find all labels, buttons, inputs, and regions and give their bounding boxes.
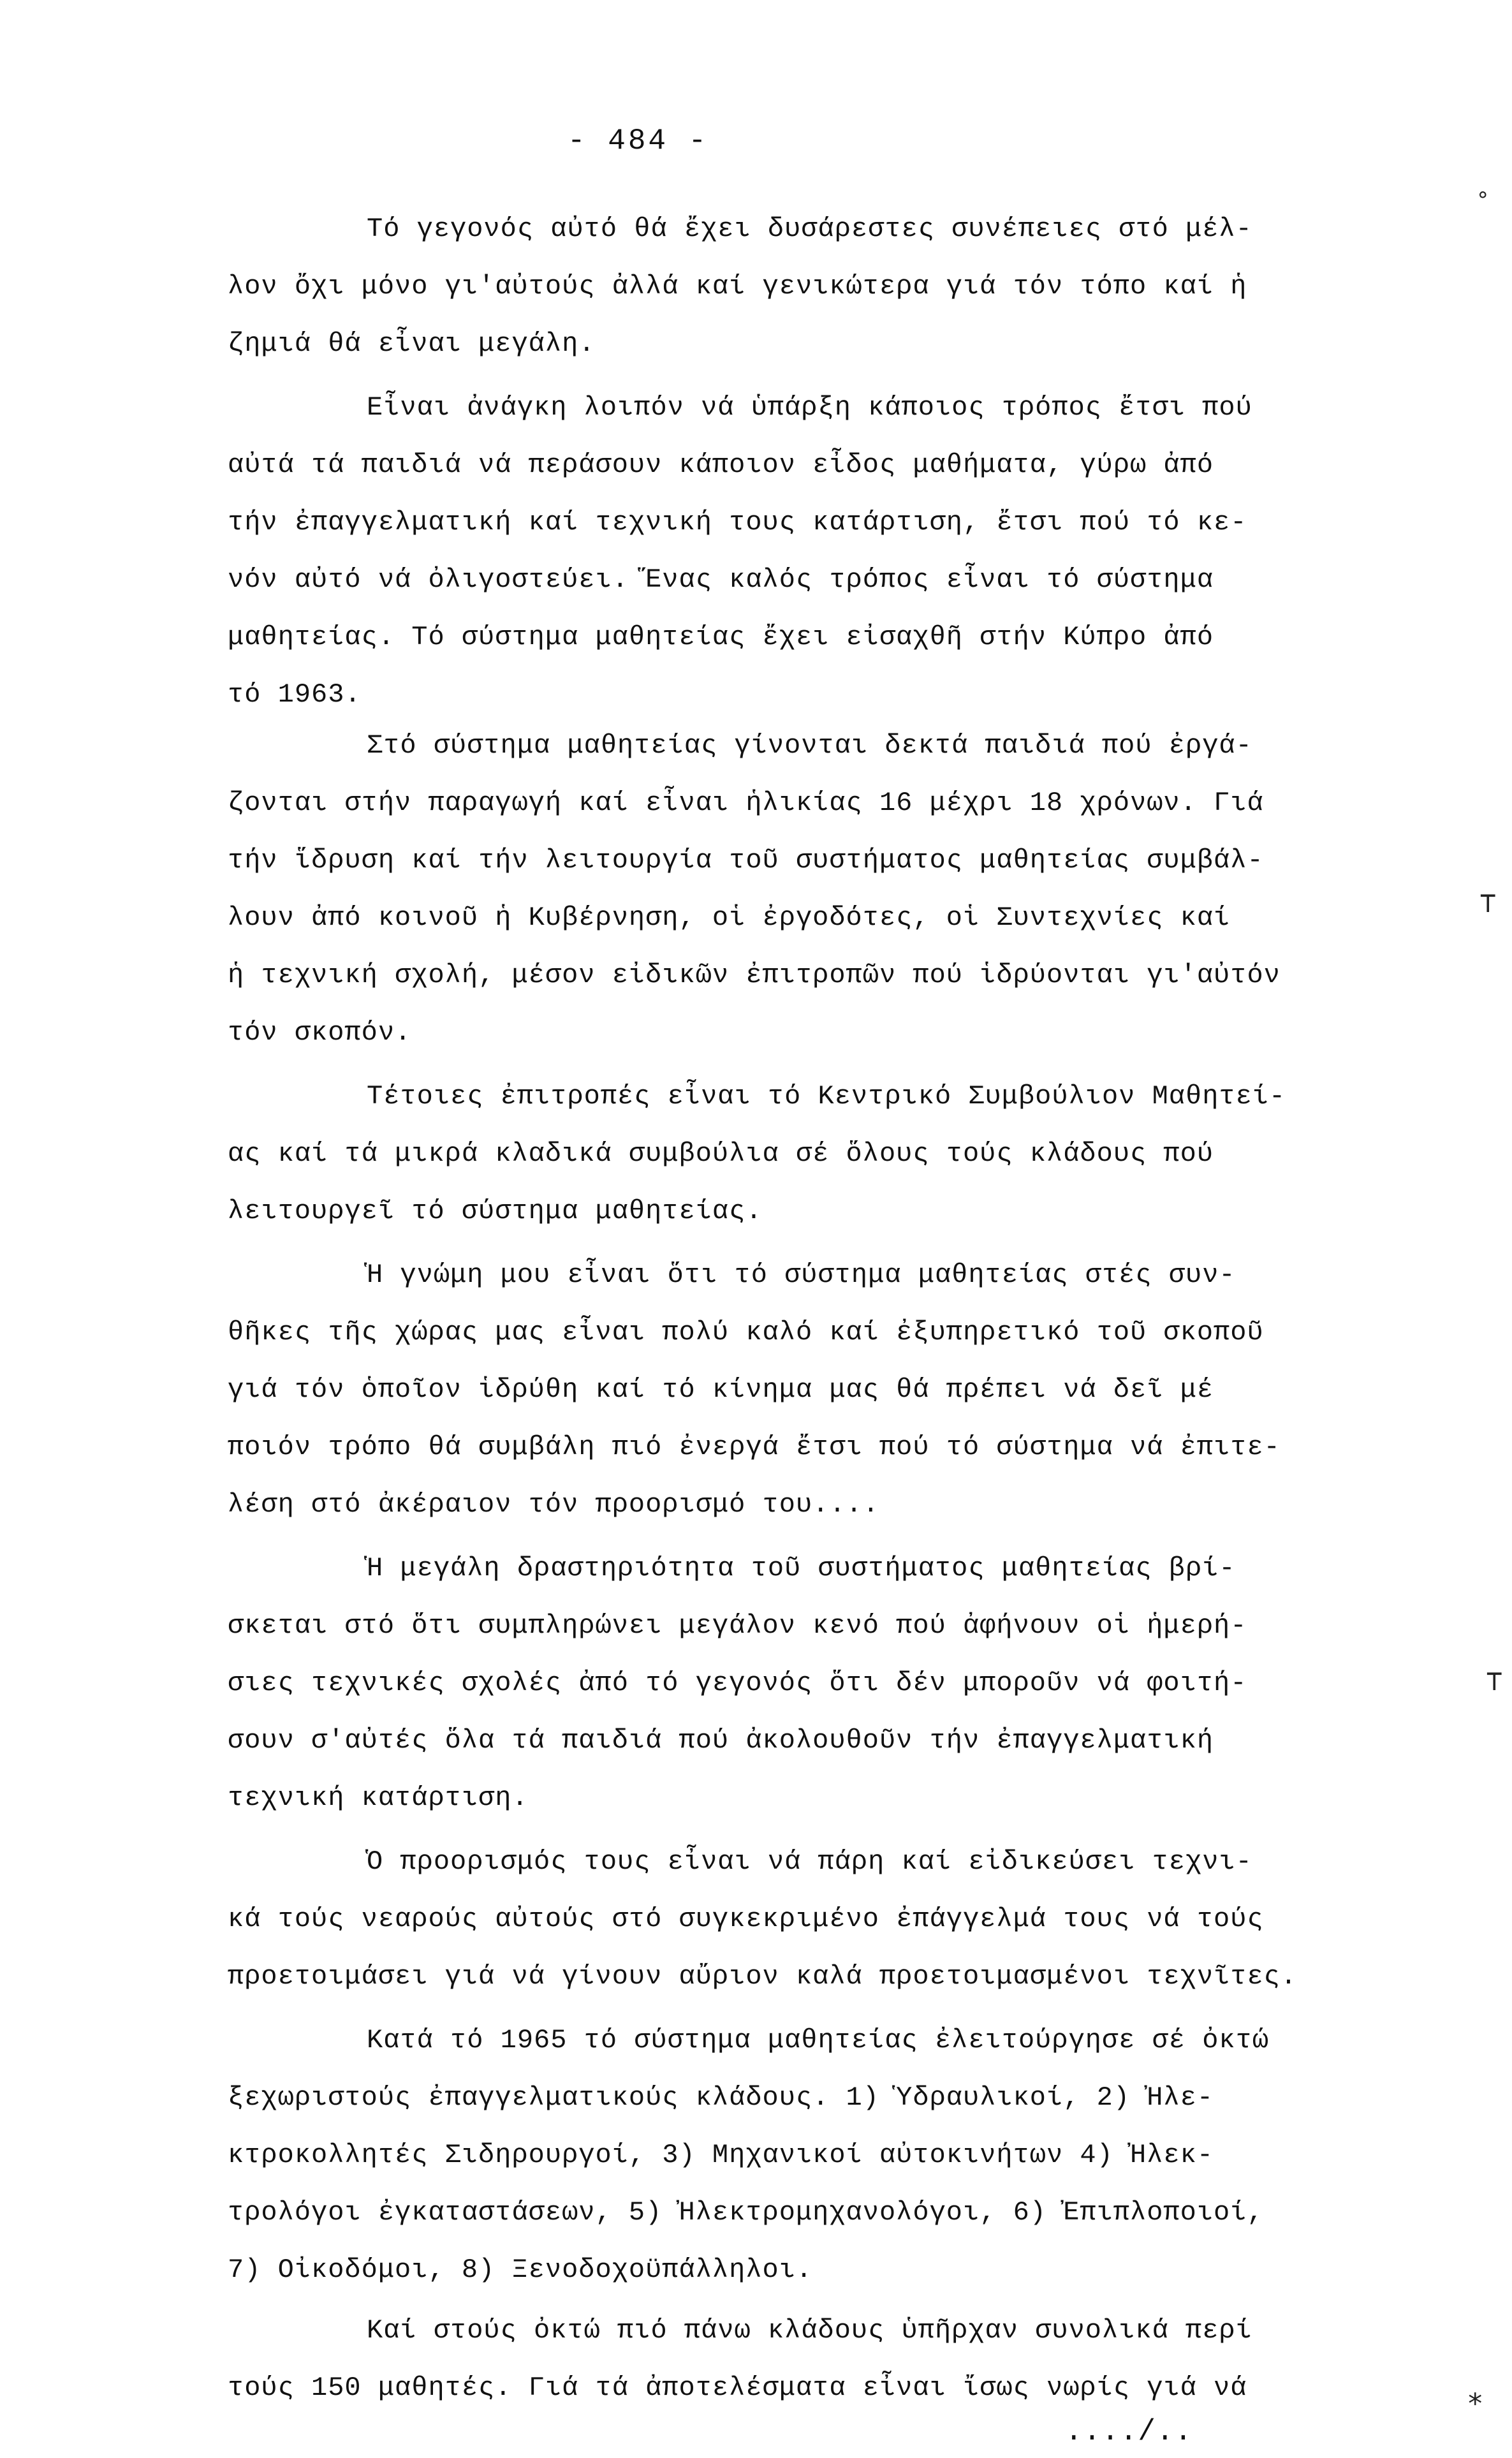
paragraph-line: Καί στούς ὀκτώ πιό πάνω κλάδους ὑπῆρχαν συνολικά περί	[367, 2315, 1252, 2346]
paragraph-line: ἡ τεχνική σχολή, μέσον εἰδικῶν ἐπιτροπῶν πού ἱδρύονται γι'αὐτόν	[228, 960, 1281, 990]
paragraph-line: σουν σ'αὐτές ὅλα τά παιδιά πού ἀκολουθοῦν τήν ἐπαγγελματική	[228, 1725, 1214, 1756]
paragraph-line: τούς 150 μαθητές. Γιά τά ἀποτελέσματα εἶναι ἴσως νωρίς γιά νά	[228, 2373, 1247, 2403]
paragraph-line: κά τούς νεαρούς αὐτούς στό συγκεκριμένο ἐπάγγελμά τους νά τούς	[228, 1904, 1264, 1934]
page-number: - 484 -	[568, 124, 709, 158]
paragraph-line: προετοιμάσει γιά νά γίνουν αὔριον καλά προετοιμασμένοι τεχνῖτες.	[228, 1961, 1298, 1992]
paragraph-line: Εἶναι ἀνάγκη λοιπόν νά ὑπάρξη κάποιος τρόπος ἔτσι πού	[367, 392, 1252, 423]
paragraph-line: αὐτά τά παιδιά νά περάσουν κάποιον εἶδος μαθήματα, γύρω ἀπό	[228, 450, 1214, 480]
paragraph-line: ζημιά θά εἶναι μεγάλη.	[228, 328, 596, 359]
paragraph-line: λουν ἀπό κοινοῦ ἡ Κυβέρνηση, οἱ ἐργοδότες, οἱ Συντεχνίες καί	[228, 902, 1231, 933]
paragraph-line: ας καί τά μικρά κλαδικά συμβούλια σέ ὅλους τούς κλάδους πού	[228, 1138, 1214, 1169]
paragraph-line: σιες τεχνικές σχολές ἀπό τό γεγονός ὅτι δέν μποροῦν νά φοιτή-	[228, 1668, 1247, 1698]
paragraph-line: θῆκες τῆς χώρας μας εἶναι πολύ καλό καί ἐξυπηρετικό τοῦ σκοποῦ	[228, 1317, 1264, 1348]
margin-mark: ⊤	[1479, 889, 1497, 921]
paragraph-line: κτροκολλητές Σιδηρουργοί, 3) Μηχανικοί αὐτοκινήτων 4) Ἠλεκ-	[228, 2140, 1214, 2170]
paragraph-line: σκεται στό ὅτι συμπληρώνει μεγάλον κενό πού ἀφήνουν οἱ ἡμερή-	[228, 1610, 1247, 1641]
paragraph-line: Ὁ προορισμός τους εἶναι νά πάρη καί εἰδικεύσει τεχνι-	[367, 1846, 1252, 1877]
paragraph-line: ξεχωριστούς ἐπαγγελματικούς κλάδους. 1) Ὑδραυλικοί, 2) Ἠλε-	[228, 2082, 1214, 2113]
paragraph-line: Ἡ μεγάλη δραστηριότητα τοῦ συστήματος μαθητείας βρί-	[367, 1553, 1236, 1584]
paragraph-line: γιά τόν ὁποῖον ἱδρύθη καί τό κίνημα μας θά πρέπει νά δεῖ μέ	[228, 1374, 1214, 1405]
margin-mark: ⊤	[1486, 1667, 1503, 1699]
paragraph-line: Τό γεγονός αὐτό θά ἔχει δυσάρεστες συνέπειες στό μέλ-	[367, 214, 1252, 244]
paragraph-line: τόν σκοπόν.	[228, 1017, 412, 1048]
continuation-mark: ..../..	[1065, 2415, 1193, 2448]
paragraph-line: λον ὄχι μόνο γι'αὐτούς ἀλλά καί γενικώτερα γιά τόν τόπο καί ἡ	[228, 271, 1247, 302]
paragraph-line: Τέτοιες ἐπιτροπές εἶναι τό Κεντρικό Συμβούλιον Μαθητεί-	[367, 1081, 1286, 1112]
paragraph-line: λέση στό ἀκέραιον τόν προορισμό του....	[228, 1489, 879, 1520]
paragraph-line: τό 1963.	[228, 679, 362, 710]
paragraph-line: νόν αὐτό νά ὀλιγοστεύει. Ἕνας καλός τρόπος εἶναι τό σύστημα	[228, 564, 1214, 595]
margin-mark: ∘	[1476, 184, 1490, 209]
paragraph-line: Κατά τό 1965 τό σύστημα μαθητείας ἐλειτούργησε σέ ὀκτώ	[367, 2025, 1270, 2056]
paragraph-line: λειτουργεῖ τό σύστημα μαθητείας.	[228, 1196, 763, 1226]
paragraph-line: ποιόν τρόπο θά συμβάλη πιό ἐνεργά ἔτσι πού τό σύστημα νά ἐπιτε-	[228, 1432, 1281, 1462]
paragraph-line: Στό σύστημα μαθητείας γίνονται δεκτά παιδιά πού ἐργά-	[367, 730, 1252, 761]
paragraph-line: μαθητείας. Τό σύστημα μαθητείας ἔχει εἰσαχθῆ στήν Κύπρο ἀπό	[228, 622, 1214, 652]
paragraph-line: Ἡ γνώμη μου εἶναι ὅτι τό σύστημα μαθητείας στές συν-	[367, 1260, 1236, 1290]
paragraph-line: ζονται στήν παραγωγή καί εἶναι ἡλικίας 16 μέχρι 18 χρόνων. Γιά	[228, 788, 1264, 818]
paragraph-line: 7) Οἰκοδόμοι, 8) Ξενοδοχοϋπάλληλοι.	[228, 2255, 813, 2285]
paragraph-line: τεχνική κατάρτιση.	[228, 1783, 529, 1813]
paragraph-line: τήν ἐπαγγελματική καί τεχνική τους κατάρτιση, ἔτσι πού τό κε-	[228, 507, 1247, 538]
paragraph-line: τρολόγοι ἐγκαταστάσεων, 5) Ἠλεκτρομηχανολόγοι, 6) Ἐπιπλοποιοί,	[228, 2197, 1264, 2228]
margin-mark: ∗	[1467, 2385, 1484, 2417]
paragraph-line: τήν ἵδρυση καί τήν λειτουργία τοῦ συστήματος μαθητείας συμβάλ-	[228, 845, 1264, 876]
